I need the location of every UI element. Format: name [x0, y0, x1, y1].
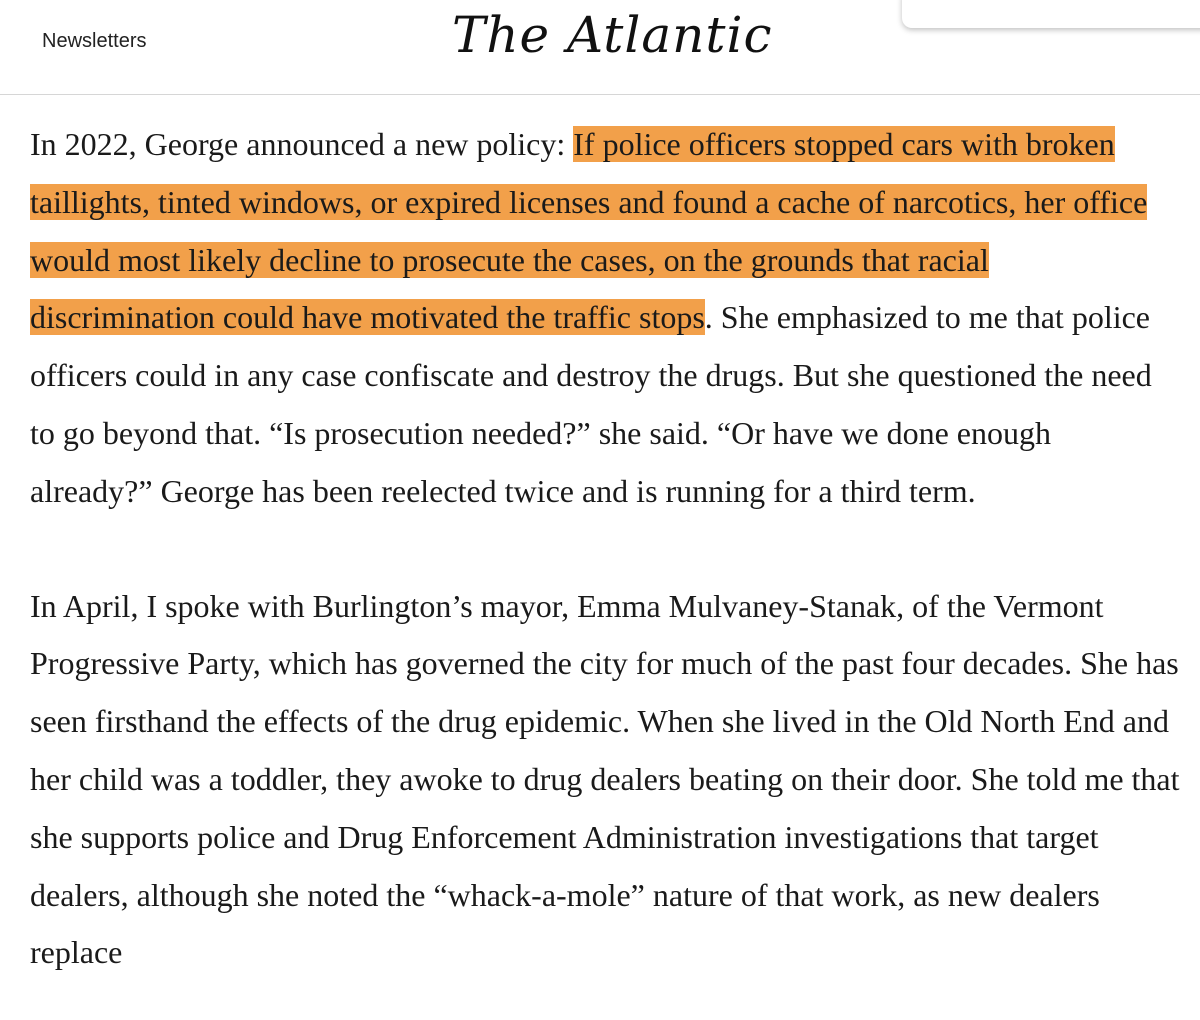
paragraph-1-rest: . She emphasized to me that police officers could in any case confiscate and destroy the drugs. But she questioned the need to go beyond that. “Is prosecution needed?” she said. “Or have we done enough already?” George has been reelected twice and is running for a third term.: [30, 299, 1152, 509]
highlighted-passage[interactable]: If police officers stopped cars with broken taillights, tinted windows, or expired licenses and found a cache of narcotics, her office would most likely decline to prosecute the cases, on the grounds that racial discrimination could have motivated the traffic stops: [30, 126, 1148, 336]
paragraph-2: In April, I spoke with Burlington’s mayor, Emma Mulvaney-Stanak, of the Vermont Progressive Party, which has governed the city for much of the past four decades. She has seen firsthand the effects of the drug epidemic. When she lived in the Old North End and her child was a toddler, they awoke to drug dealers beating on their door. She told me that she supports police and Drug Enforcement Administration investigations that target dealers, although she noted the “whack-a-mole” nature of that work, as new dealers replace: [30, 587, 1180, 971]
site-header: [0, 0, 1200, 95]
paragraph-1-lead: In 2022, George announced a new policy:: [30, 126, 574, 162]
site-logo[interactable]: The Atlantic: [452, 6, 773, 64]
article-body: [30, 116, 1180, 1020]
newsletters-link[interactable]: Newsletters: [42, 30, 147, 52]
paragraph-1: [30, 116, 1180, 521]
overlay-card-edge: [902, 0, 1200, 28]
